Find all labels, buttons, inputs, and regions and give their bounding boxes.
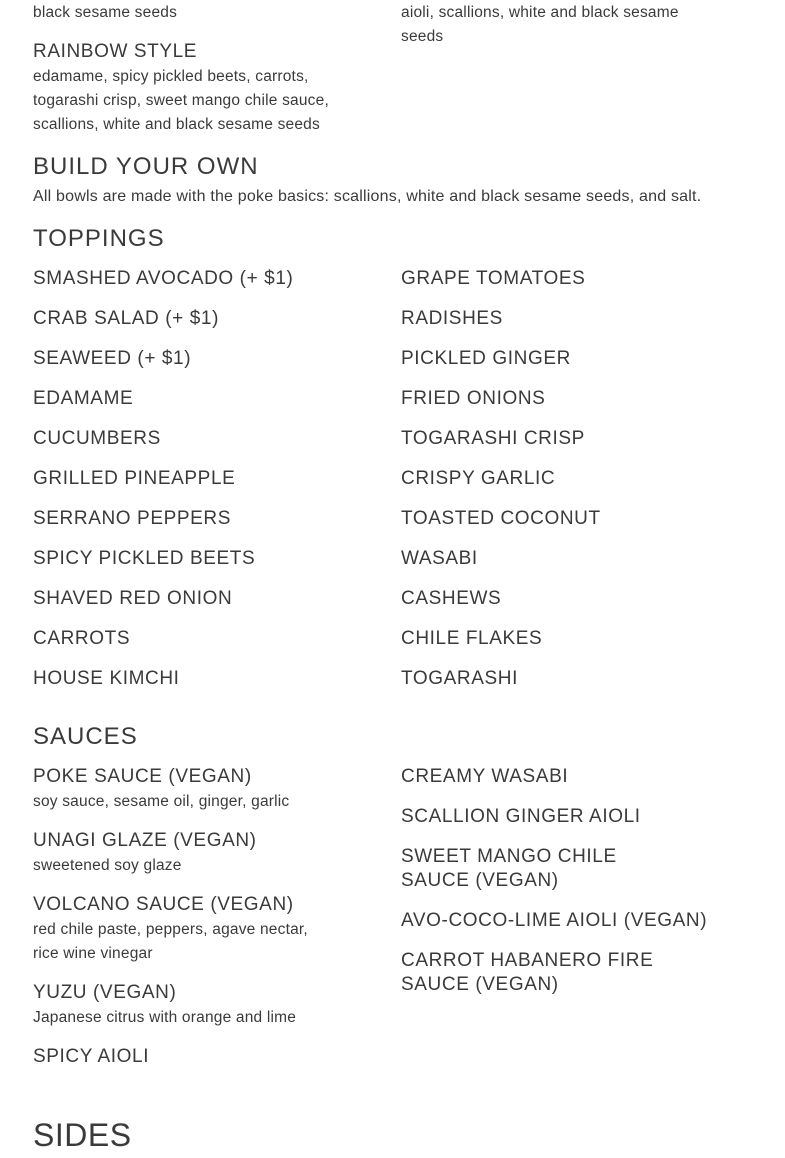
topping-item: SEAWEED (+ $1) (33, 348, 192, 369)
sauce-name-creamy-wasabi: CREAMY WASABI (401, 766, 569, 787)
bowl-name-rainbow: RAINBOW STYLE (33, 41, 198, 62)
topping-item: WASABI (401, 548, 478, 569)
sauce-description-volcano: red chile paste, peppers, agave nectar, rice wine vinegar (33, 921, 308, 962)
topping-item: CRAB SALAD (+ $1) (33, 308, 220, 329)
topping-item: GRAPE TOMATOES (401, 268, 586, 289)
topping-item: CRISPY GARLIC (401, 468, 556, 489)
sauce-name-yuzu: YUZU (VEGAN) (33, 982, 177, 1003)
sauce-name-sweet-mango-chile: SWEET MANGO CHILE SAUCE (VEGAN) (401, 846, 617, 891)
topping-item: TOASTED COCONUT (401, 508, 601, 529)
toppings-heading: TOPPINGS (33, 225, 165, 252)
sauces-heading: SAUCES (33, 723, 138, 750)
sauce-name-carrot-habanero: CARROT HABANERO FIRE SAUCE (VEGAN) (401, 950, 654, 995)
topping-item: TOGARASHI (401, 668, 518, 689)
topping-item: GRILLED PINEAPPLE (33, 468, 236, 489)
sides-heading: SIDES (33, 1117, 132, 1153)
topping-item: CARROTS (33, 628, 131, 649)
topping-item: RADISHES (401, 308, 503, 329)
sauce-description-yuzu: Japanese citrus with orange and lime (33, 1009, 297, 1026)
sauce-name-unagi: UNAGI GLAZE (VEGAN) (33, 830, 257, 851)
topping-item: CUCUMBERS (33, 428, 161, 449)
topping-item: EDAMAME (33, 388, 134, 409)
topping-item: SMASHED AVOCADO (+ $1) (33, 268, 294, 289)
sauce-description-unagi: sweetened soy glaze (33, 857, 182, 874)
sauce-description-poke: soy sauce, sesame oil, ginger, garlic (33, 793, 290, 810)
topping-item: TOGARASHI CRISP (401, 428, 585, 449)
bowl-partial-description-right: aioli, scallions, white and black sesame seeds (401, 4, 679, 45)
sauce-name-avo-coco-lime: AVO-COCO-LIME AIOLI (VEGAN) (401, 910, 708, 931)
bowl-description-rainbow: edamame, spicy pickled beets, carrots, togarashi crisp, sweet mango chile sauce, scallions, white and black sesame seeds (33, 68, 329, 133)
topping-item: HOUSE KIMCHI (33, 668, 180, 689)
bowl-partial-description-left: black sesame seeds (33, 4, 178, 21)
sauce-name-volcano: VOLCANO SAUCE (VEGAN) (33, 894, 294, 915)
topping-item: CASHEWS (401, 588, 502, 609)
build-your-own-note: All bowls are made with the poke basics: scallions, white and black sesame seeds, and salt. (33, 188, 702, 205)
topping-item: CHILE FLAKES (401, 628, 543, 649)
topping-item: SERRANO PEPPERS (33, 508, 231, 529)
toppings-right-list (401, 267, 731, 707)
sauce-name-spicy-aioli: SPICY AIOLI (33, 1046, 150, 1067)
sauce-name-scallion-ginger-aioli: SCALLION GINGER AIOLI (401, 806, 641, 827)
sauce-name-poke: POKE SAUCE (VEGAN) (33, 766, 252, 787)
toppings-left-list (33, 267, 363, 707)
topping-item: FRIED ONIONS (401, 388, 546, 409)
build-your-own-heading: BUILD YOUR OWN (33, 153, 259, 180)
topping-item: SHAVED RED ONION (33, 588, 233, 609)
topping-item: PICKLED GINGER (401, 348, 571, 369)
topping-item: SPICY PICKLED BEETS (33, 548, 256, 569)
